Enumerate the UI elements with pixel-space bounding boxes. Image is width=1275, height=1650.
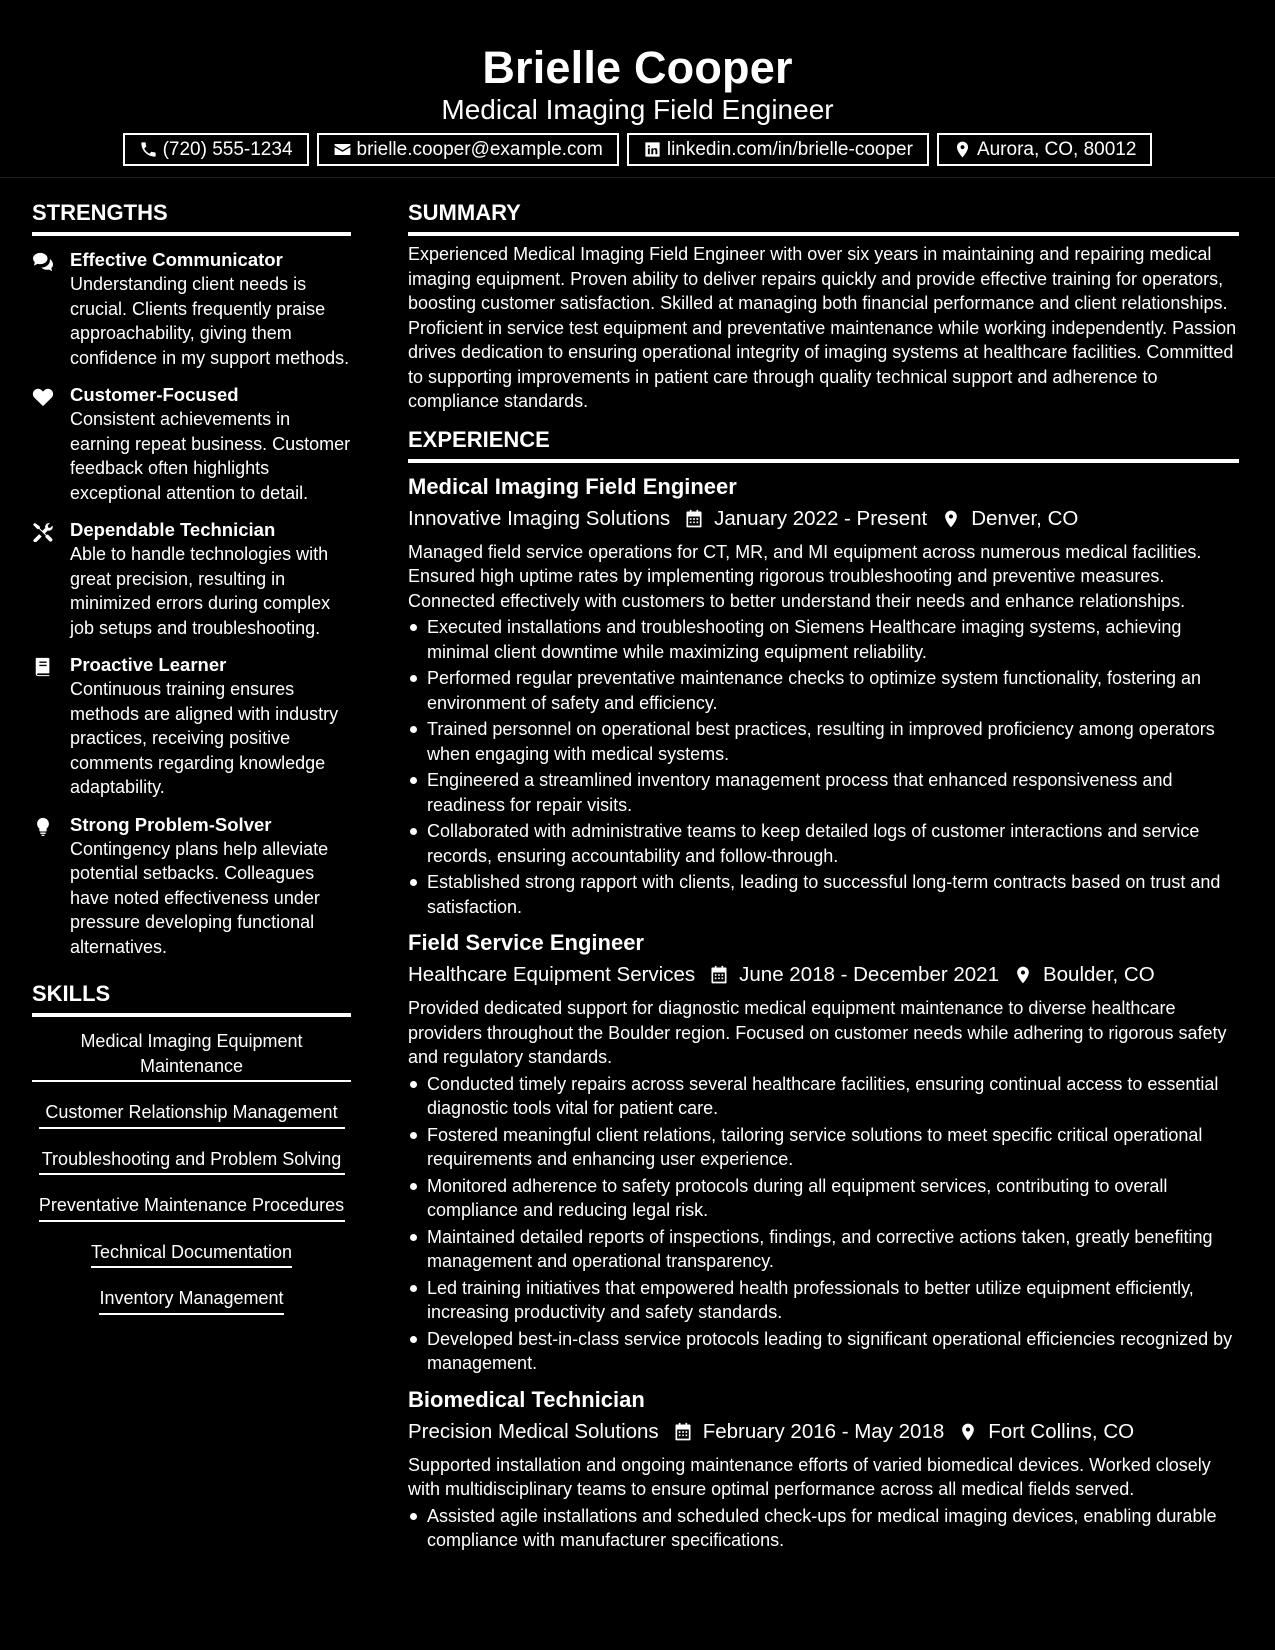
linkedin-icon [643,140,662,159]
phone-text: (720) 555-1234 [162,138,293,160]
strength-title: Customer-Focused [70,384,239,405]
job-bullet: Led training initiatives that empowered health professionals to better utilize equipment efficiently, increasing productivity and safety standards. [408,1276,1239,1325]
location-text: Aurora, CO, 80012 [976,138,1137,160]
skill-item: Medical Imaging Equipment Maintenance [32,1029,351,1082]
book-icon [32,657,54,677]
chat-bubbles-icon [32,252,54,272]
envelope-icon [333,140,352,159]
skills-list [32,1029,351,1315]
job-meta [408,960,1239,990]
left-column [32,196,351,1333]
strength-description: Able to handle technologies with great precision, resulting in minimized errors during complex job setups and troubleshooting. [70,544,331,638]
job-location: Denver, CO [971,506,1079,530]
experience-heading: EXPERIENCE [408,423,1239,463]
job-company: Precision Medical Solutions [408,1419,659,1443]
contact-phone[interactable] [123,133,309,166]
job-dates: January 2022 - Present [714,506,928,530]
job-bullet: Trained personnel on operational best practices, resulting in improved proficiency among operators when engaging with medical systems. [408,717,1239,766]
job-bullet: Collaborated with administrative teams to keep detailed logs of customer interactions and service records, ensuring accountability and follow-through. [408,819,1239,868]
right-column [408,196,1239,1555]
job-bullet: Conducted timely repairs across several healthcare facilities, ensuring continual access to essential diagnostic tools vital for patient care. [408,1072,1239,1121]
contact-email[interactable] [317,133,619,166]
strengths-list [32,248,351,959]
linkedin-text: linkedin.com/in/brielle-cooper [666,138,913,160]
job-bullet: Established strong rapport with clients, leading to successful long-term contracts based on trust and satisfaction. [408,870,1239,919]
job-description: Managed field service operations for CT, MR, and MI equipment across numerous medical facilities. Ensured high uptime rates by implementing rigorous troubleshooting and preventive measures. Connected effectively with customers to better understand their needs and enhance relationships. [408,541,1202,611]
job-company: Healthcare Equipment Services [408,963,696,986]
skill-item: Preventative Maintenance Procedures [39,1193,345,1222]
resume-header [0,0,1275,178]
strength-description: Contingency plans help alleviate potential setbacks. Colleagues have noted effectiveness under pressure developing functional alternatives. [70,838,329,957]
job-bullet: Developed best-in-class service protocols leading to significant operational efficiencies recognized by management. [408,1327,1239,1376]
job-bullet: Assisted agile installations and scheduled check-ups for medical imaging devices, enabling durable compliance with manufacturer specifications. [408,1504,1239,1553]
contact-location[interactable] [937,133,1152,166]
job-title: Medical Imaging Field Engineer [408,473,737,499]
strength-title: Dependable Technician [70,519,276,540]
job-meta [408,1417,1239,1447]
job-bullet: Executed installations and troubleshooting on Siemens Healthcare imaging systems, achieving minimal client downtime while maximizing equipment reliability. [408,615,1239,664]
job-bullet: Fostered meaningful client relations, tailoring service solutions to meet specific critical operational requirements and enhancing user experience. [408,1123,1239,1172]
strength-title: Strong Problem-Solver [70,813,272,835]
calendar-icon [673,1422,693,1442]
tools-icon [32,522,54,542]
job-entry [408,927,1239,1376]
job-bullets [408,1504,1239,1553]
job-description: Supported installation and ongoing maintenance efforts of varied biomedical devices. Worked closely with multidisciplinary teams to ensure optimal performance across all medical fields served. [408,1454,1211,1499]
map-pin-icon [941,509,961,529]
email-text: brielle.cooper@example.com [356,138,603,160]
job-location: Fort Collins, CO [988,1419,1135,1443]
strength-item [32,383,351,505]
strength-item [32,653,351,800]
heart-icon [32,387,54,407]
strength-title: Effective Communicator [70,249,283,270]
job-bullet: Monitored adherence to safety protocols during all equipment services, contributing to overall compliance and reducing legal risk. [408,1174,1239,1223]
skill-item: Customer Relationship Management [39,1100,345,1129]
map-pin-icon [958,1422,978,1442]
strength-description: Understanding client needs is crucial. Clients frequently praise approachability, giving them confidence in my support methods. [70,274,350,368]
contact-bar [0,133,1275,166]
job-bullets [408,615,1239,919]
strength-description: Continuous training ensures methods are aligned with industry practices, receiving positive comments regarding knowledge adaptability. [70,679,339,797]
contact-linkedin[interactable] [627,133,929,166]
calendar-icon [684,509,704,529]
job-company: Innovative Imaging Solutions [408,506,671,530]
map-pin-icon [953,140,972,159]
skill-item: Technical Documentation [91,1240,292,1269]
job-meta [408,504,1239,534]
summary-heading: SUMMARY [408,196,1239,236]
candidate-name: Brielle Cooper [482,42,793,93]
job-location: Boulder, CO [1042,963,1155,986]
summary-text: Experienced Medical Imaging Field Engineer with over six years in maintaining and repairing medical imaging equipment. Proven ability to deliver repairs quickly and provide effective training for operators, boosting customer satisfaction. Skilled at managing both financial performance and client relationships. Proficient in service test equipment and preventative maintenance while working independently. Passion drives dedication to ensuring operational integrity of imaging systems at healthcare facilities. Committed to supporting improvements in patient care through quality technical support and adherence to compliance standards. [408,244,1237,411]
skill-item: Inventory Management [99,1286,283,1315]
job-dates: June 2018 - December 2021 [739,963,999,986]
candidate-title: Medical Imaging Field Engineer [441,94,834,125]
lightbulb-icon [32,817,54,837]
job-entry [408,471,1239,920]
strength-item [32,813,351,960]
job-bullets [408,1072,1239,1376]
job-title: Biomedical Technician [408,1386,645,1412]
job-description: Provided dedicated support for diagnostic medical equipment maintenance to diverse healthcare providers throughout the Boulder region. Focused on customer needs while adhering to rigorous safety and regulatory standards. [408,998,1227,1067]
strength-title: Proactive Learner [70,654,227,675]
phone-icon [139,140,158,159]
job-dates: February 2016 - May 2018 [702,1419,945,1443]
strengths-heading: STRENGTHS [32,196,351,236]
strength-item [32,518,351,640]
job-bullet: Maintained detailed reports of inspections, findings, and corrective actions taken, greatly benefiting management and operational transparency. [408,1225,1239,1274]
skill-item: Troubleshooting and Problem Solving [39,1147,345,1176]
strength-description: Consistent achievements in earning repeat business. Customer feedback often highlights exceptional attention to detail. [70,409,351,503]
job-bullet: Engineered a streamlined inventory management process that enhanced responsiveness and readiness for repair visits. [408,768,1239,817]
strength-item [32,248,351,370]
map-pin-icon [1013,965,1033,985]
job-title: Field Service Engineer [408,930,644,955]
calendar-icon [709,965,729,985]
job-entry [408,1384,1239,1553]
skills-heading: SKILLS [32,977,351,1017]
job-bullet: Performed regular preventative maintenance checks to optimize system functionality, fostering an environment of safety and efficiency. [408,666,1239,715]
